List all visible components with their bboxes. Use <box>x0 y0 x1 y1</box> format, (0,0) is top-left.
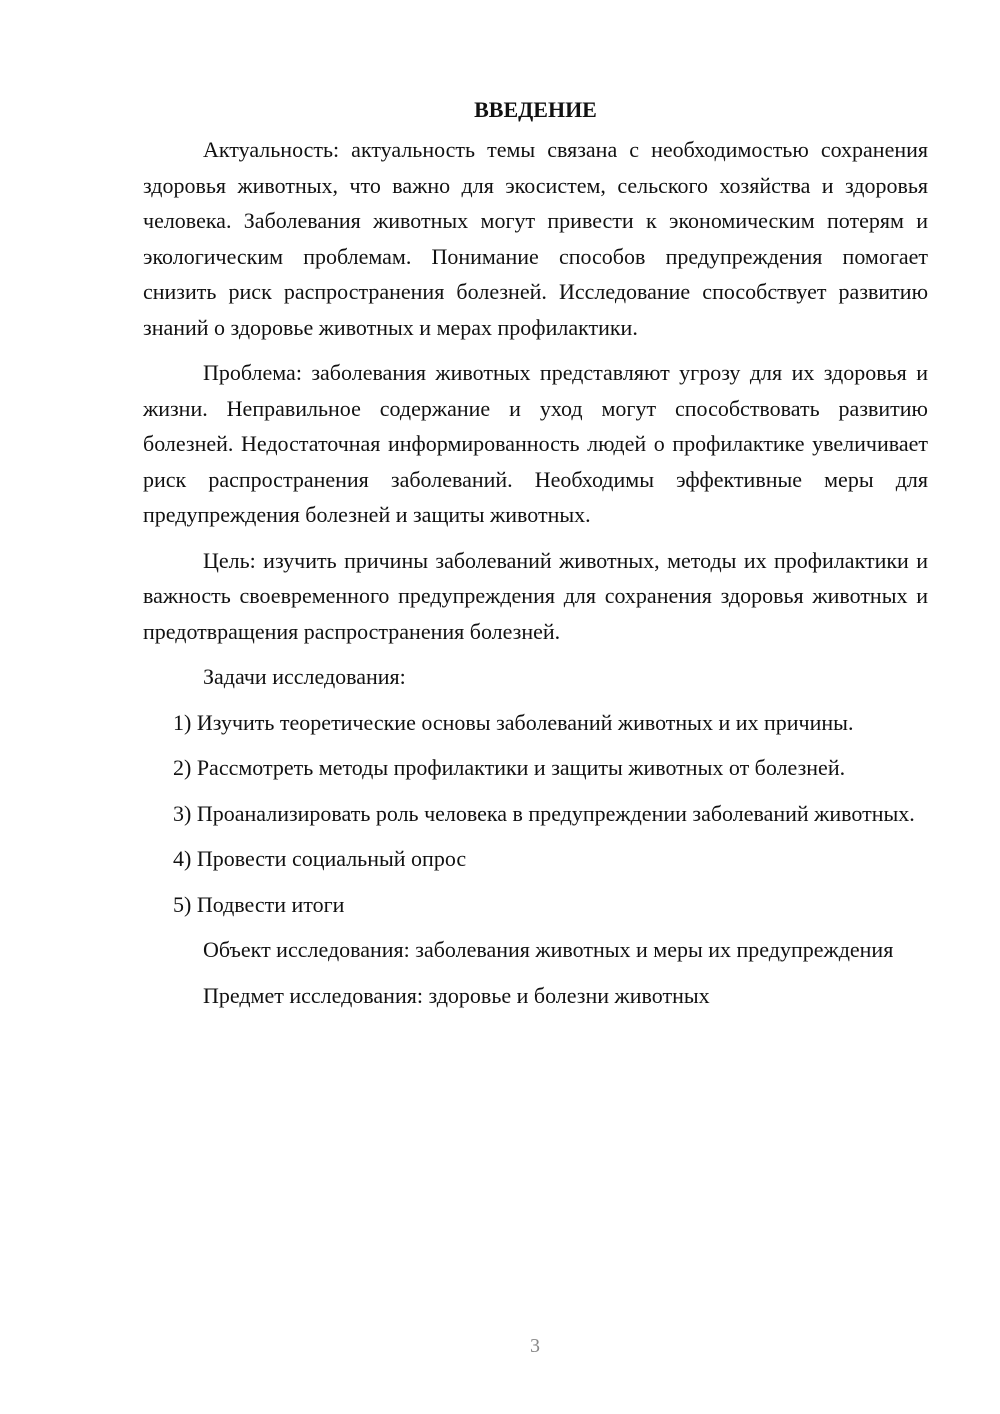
object-paragraph: Объект исследования: заболевания животных и меры их предупреждения <box>203 937 894 962</box>
relevance-paragraph: Актуальность: актуальность темы связана с необходимостью сохранения здоровья животных, что важно для экосистем, сельского хозяйства и здоровья человека. Заболевания животных могут привести к экономическим потерям и экологическим проблемам. Понимание способов предупреждения помогает снизить риск распространения болезней. Исследование способствует развитию знаний о здоровье животных и мерах профилактики. <box>143 137 928 340</box>
section-heading: ВВЕДЕНИЕ <box>474 97 597 122</box>
task-item-2: 2) Рассмотреть методы профилактики и защиты животных от болезней. <box>173 755 846 780</box>
subject-paragraph: Предмет исследования: здоровье и болезни животных <box>203 982 710 1008</box>
page-number: 3 <box>530 1335 540 1357</box>
tasks-title: Задачи исследования: <box>203 664 406 689</box>
task-item-4: 4) Провести социальный опрос <box>173 846 467 871</box>
task-item-3: 3) Проанализировать роль человека в предупреждении заболеваний животных. <box>173 800 915 826</box>
goal-paragraph: Цель: изучить причины заболеваний животных, методы их профилактики и важность своевременного предупреждения для сохранения здоровья животных и предотвращения распространения болезней. <box>143 547 928 644</box>
task-item-5: 5) Подвести итоги <box>173 891 345 917</box>
problem-paragraph: Проблема: заболевания животных представляют угрозу для их здоровья и жизни. Неправильное содержание и уход могут способствовать развитию болезней. Недостаточная информированность людей о профилактике увеличивает риск распространения заболеваний. Необходимы эффективные меры для предупреждения болезней и защиты животных. <box>143 360 928 527</box>
page-content <box>143 92 928 1023</box>
task-item-1: 1) Изучить теоретические основы заболеваний животных и их причины. <box>173 709 854 735</box>
